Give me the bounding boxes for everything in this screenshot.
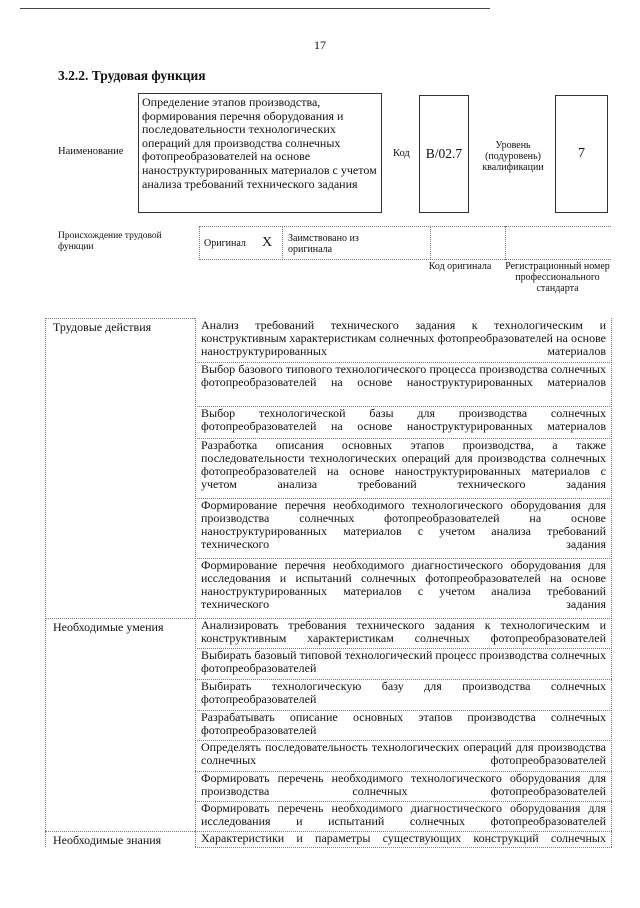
function-name-text: Определение этапов производства, формирования перечня оборудования и последовательности технологических операций для производства солнечных фотопреобразователей на основе наноструктурированных материалов с учетом анализа требований технического задания xyxy=(142,95,377,191)
section-divider xyxy=(45,618,195,619)
code-value-box xyxy=(419,95,469,213)
table-middle-border xyxy=(195,318,196,847)
section-title: 3.2.2. Трудовая функция xyxy=(58,68,206,83)
code-value: B/02.7 xyxy=(425,146,463,161)
table-item: Формирование перечня необходимого диагностического оборудования для исследования и испытаний солнечных фотопреобразователей на основе наноструктурированных материалов с учетом анализа требований технического задания xyxy=(201,559,606,611)
table-item: Формировать перечень необходимого технологического оборудования для производства солнечных фотопреобразователей xyxy=(201,772,606,798)
origin-label: Происхождение трудовой функции xyxy=(58,231,162,252)
table-item: Выбирать базовый типовой технологический процесс производства солнечных фотопреобразователей xyxy=(201,649,606,675)
level-label: Уровень (подуровень) квалификации xyxy=(482,139,544,173)
function-name-box xyxy=(138,93,382,213)
table-item: Разрабатывать описание основных этапов производства солнечных фотопреобразователей xyxy=(201,711,606,737)
table-item: Определять последовательность технологических операций для производства солнечных фотопреобразователей xyxy=(201,741,606,767)
original-label: Оригинал xyxy=(204,238,246,249)
table-right-border xyxy=(611,318,612,847)
level-value-box xyxy=(555,95,608,213)
borrowed-label: Заимствовано из оригинала xyxy=(288,233,359,255)
origin-divider-2 xyxy=(282,226,283,260)
code-original-label: Код оригинала xyxy=(428,261,492,272)
origin-divider xyxy=(199,226,200,260)
page-number: 17 xyxy=(314,38,326,52)
original-mark: X xyxy=(262,235,273,250)
table-item: Формирование перечня необходимого технологического оборудования для производства солнечных фотопреобразователей на основе наноструктурированных материалов с учетом анализа требований технического задания xyxy=(201,499,606,551)
level-value: 7 xyxy=(578,146,585,161)
section-label: Необходимые знания xyxy=(53,833,162,847)
table-row-divider xyxy=(195,847,612,848)
section-divider xyxy=(45,831,195,832)
section-label: Трудовые действия xyxy=(53,320,152,334)
table-item: Характеристики и параметры существующих конструкций солнечных xyxy=(201,832,606,845)
requirements-table xyxy=(45,318,612,908)
section-divider xyxy=(45,318,195,319)
table-left-border xyxy=(45,318,46,847)
table-item: Анализ требований технического задания к технологическим и конструктивным характеристикам солнечных фотопреобразователей на основе наноструктурированных материалов xyxy=(201,319,606,358)
top-border-line xyxy=(20,8,490,9)
registration-number-label: Регистрационный номер профессионального стандарта xyxy=(505,261,610,294)
origin-bottom-line xyxy=(199,259,611,260)
origin-divider-4 xyxy=(505,226,506,260)
table-item: Выбирать технологическую базу для производства солнечных фотопреобразователей xyxy=(201,680,606,706)
table-item: Формировать перечень необходимого диагностического оборудования для исследования и испытаний солнечных фотопреобразователей xyxy=(201,802,606,828)
table-item: Разработка описания основных этапов производства, а также последовательности технологических операций для производства солнечных фотопреобразователей на основе наноструктурированных материалов с учетом анализа требований технического задания xyxy=(201,439,606,491)
table-item: Выбор базового типового технологического процесса производства солнечных фотопреобразователей на основе наноструктурированных материалов xyxy=(201,363,606,389)
origin-top-line xyxy=(199,226,611,227)
origin-divider-3 xyxy=(430,226,431,260)
section-label: Необходимые умения xyxy=(53,620,164,634)
table-item: Выбор технологической базы для производства солнечных фотопреобразователей на основе наноструктурированных материалов xyxy=(201,407,606,433)
name-label: Наименование xyxy=(58,146,124,157)
table-item: Анализировать требования технического задания к технологическим и конструктивным характеристикам солнечных фотопреобразователей xyxy=(201,619,606,645)
code-label: Код xyxy=(393,148,410,159)
